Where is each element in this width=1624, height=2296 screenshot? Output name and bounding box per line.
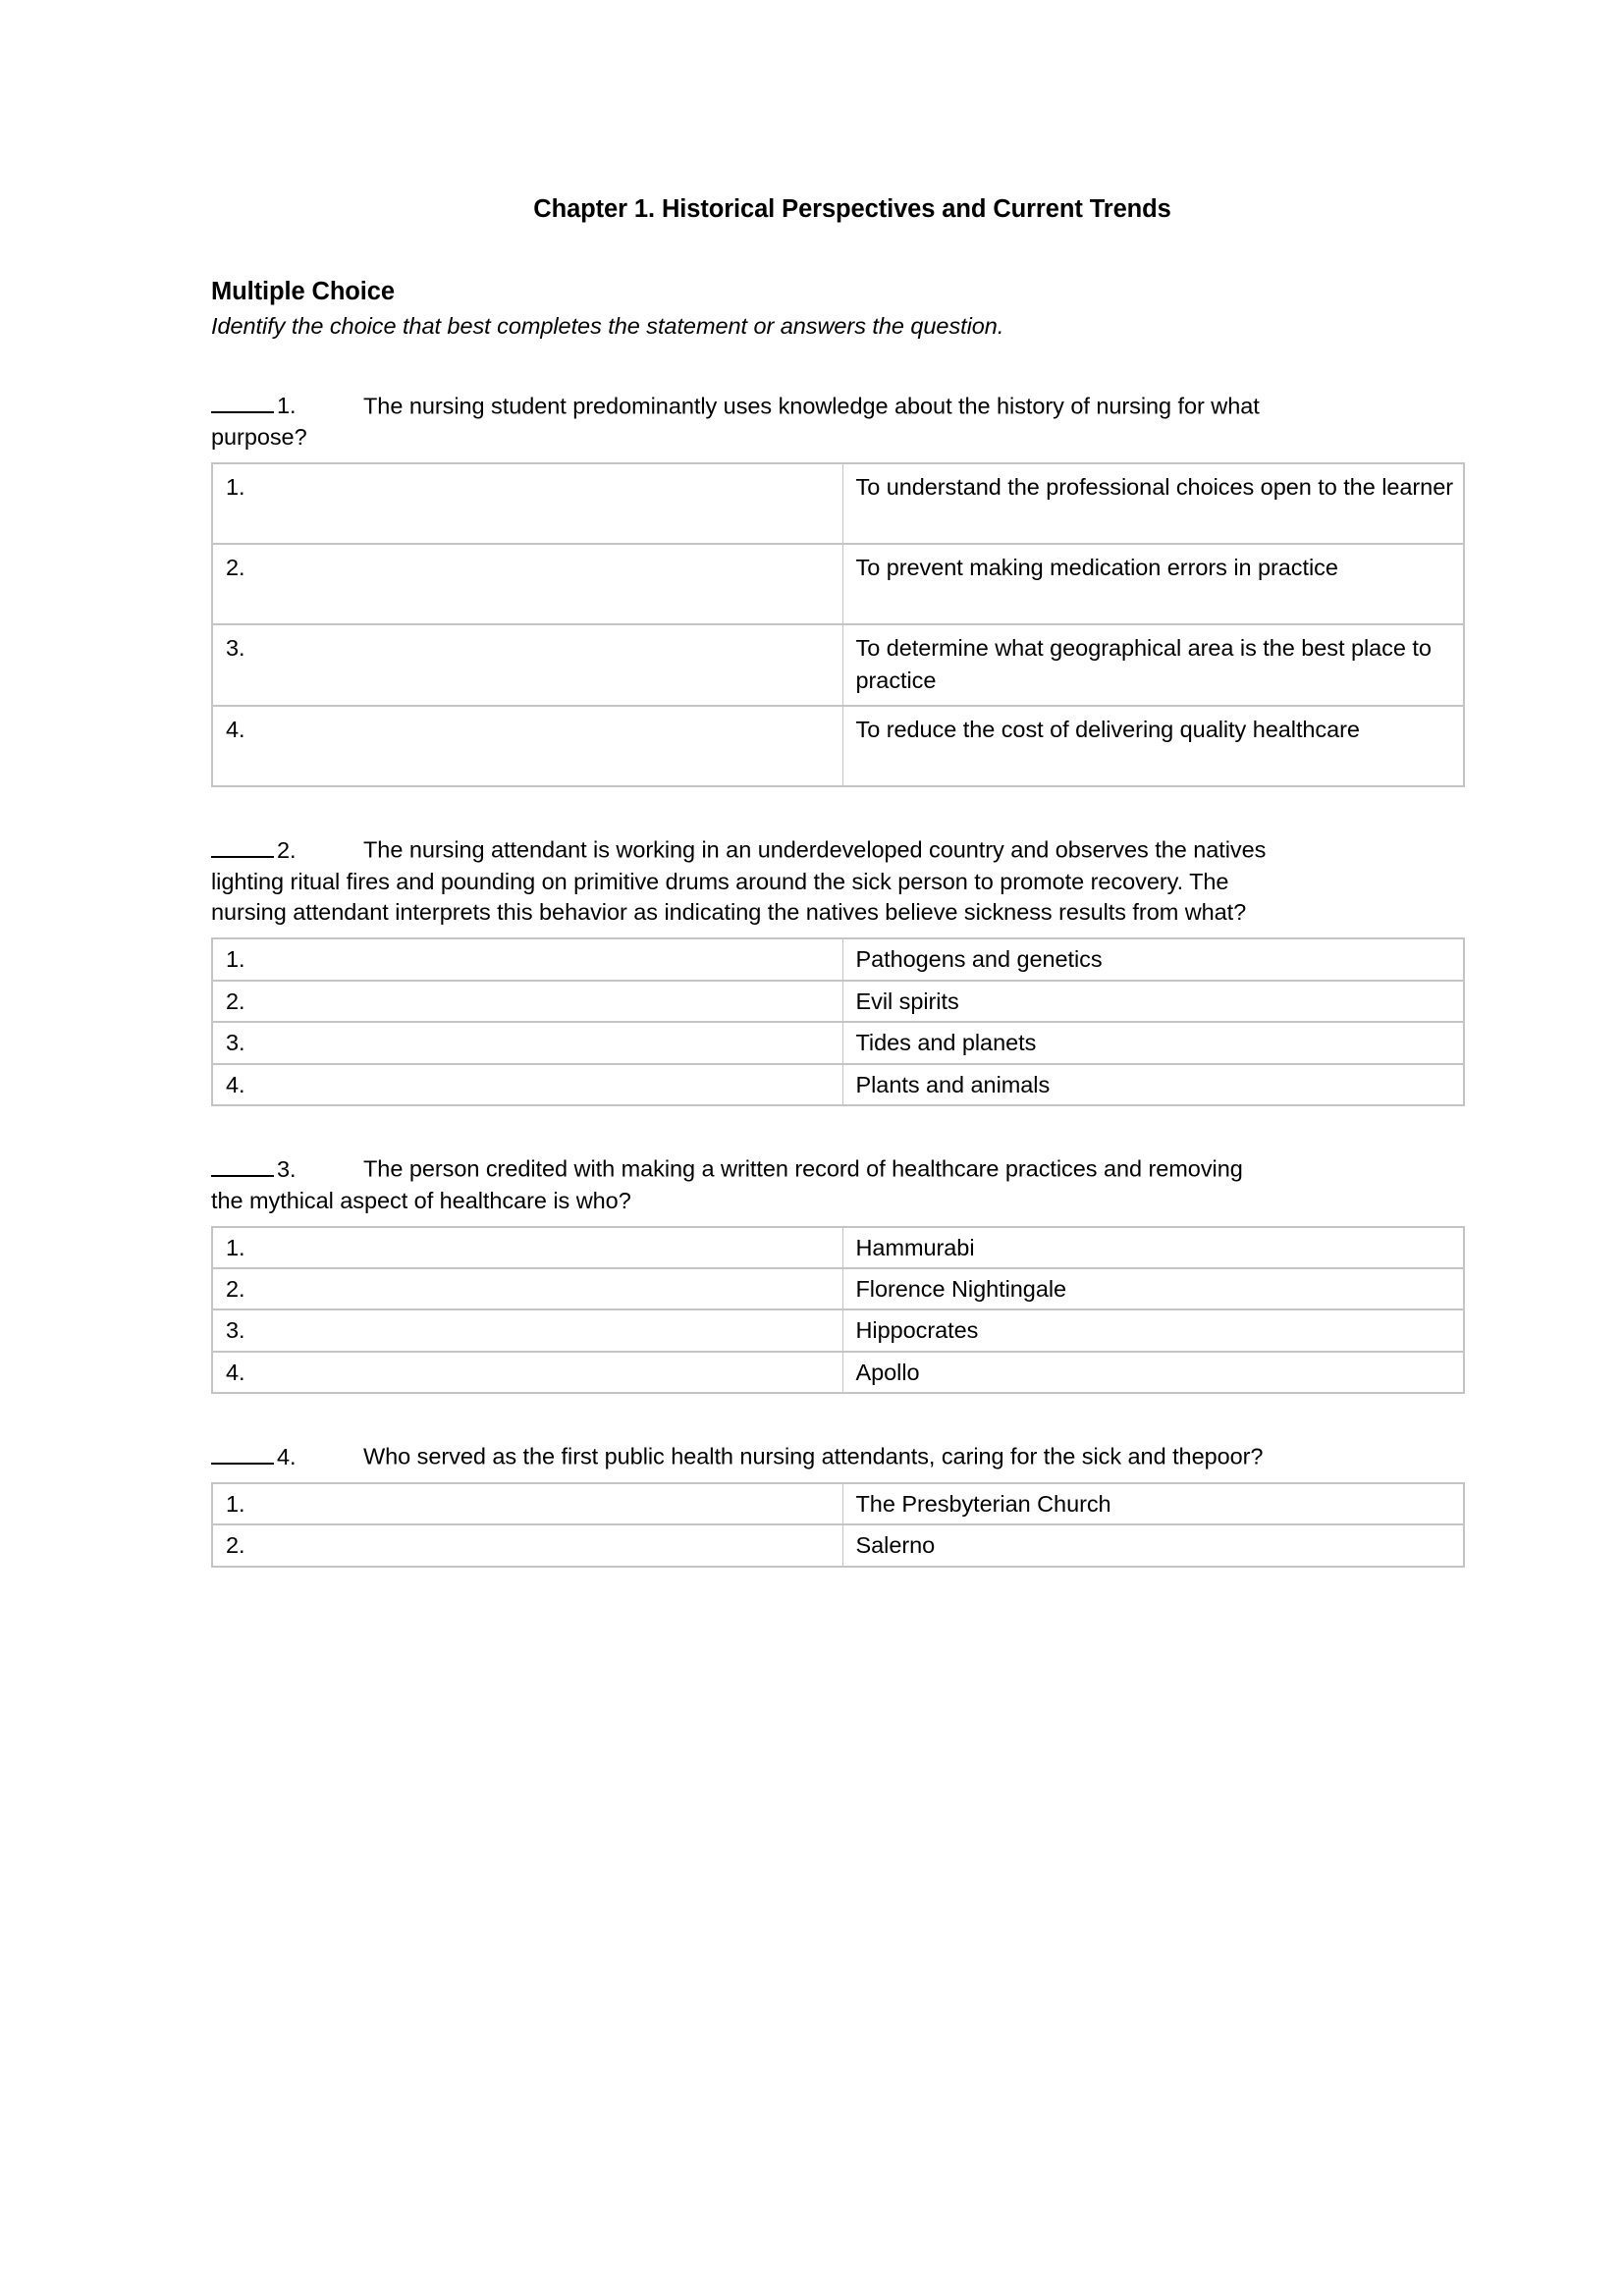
table-row[interactable] [212,981,1464,1022]
questions-list [211,391,1468,1568]
table-row[interactable] [212,1309,1464,1351]
question-text [211,834,1276,929]
table-row[interactable] [212,1483,1464,1524]
question-text [211,1153,1276,1217]
question-block [211,1441,1468,1567]
question-number: 1. [277,393,297,419]
table-row[interactable] [212,624,1464,706]
table-row[interactable] [212,1352,1464,1393]
choice-label[interactable]: 3. [212,1022,842,1063]
table-row[interactable] [212,1268,1464,1309]
table-row[interactable] [212,706,1464,786]
choice-text[interactable]: Apollo [842,1352,1464,1393]
choice-text[interactable]: To understand the professional choices open to the learner [842,463,1464,544]
question-prompt: The nursing attendant is working in an underdeveloped country and observes the natives lighting ritual fires and pounding on primitive drums around the sick person to promote recovery. The nursing attendant interprets this behavior as indicating the natives believe sickness results from what? [211,836,1267,926]
choice-label[interactable]: 2. [212,544,842,624]
choice-label[interactable]: 1. [212,463,842,544]
choice-text[interactable]: The Presbyterian Church [842,1483,1464,1524]
question-number: 4. [277,1443,297,1469]
section-heading-multiple-choice: Multiple Choice [211,278,395,306]
question-prompt: Who served as the first public health nursing attendants, caring for the sick and thepoor? [363,1443,1264,1469]
question-text [211,391,1276,454]
answer-blank-field[interactable] [211,834,274,858]
answer-blank-field[interactable] [211,1441,274,1465]
table-row[interactable] [212,1064,1464,1105]
choice-label[interactable]: 1. [212,1483,842,1524]
choice-text[interactable]: Tides and planets [842,1022,1464,1063]
choice-text[interactable]: Hammurabi [842,1227,1464,1268]
choices-table [211,937,1465,1106]
question-prompt: The nursing student predominantly uses knowledge about the history of nursing for what purpose? [211,393,1260,451]
page-title: Chapter 1. Historical Perspectives and Current Trends [533,195,1171,223]
choice-text[interactable]: To reduce the cost of delivering quality healthcare [842,706,1464,786]
choices-table [211,1482,1465,1568]
question-text [211,1441,1276,1473]
choice-text[interactable]: Florence Nightingale [842,1268,1464,1309]
choice-text[interactable]: To prevent making medication errors in practice [842,544,1464,624]
choices-table [211,462,1465,787]
answer-blank-field[interactable] [211,1153,274,1177]
choice-label[interactable]: 2. [212,1524,842,1566]
choice-text[interactable]: To determine what geographical area is the best place to practice [842,624,1464,706]
question-block [211,1153,1468,1394]
choice-label[interactable]: 3. [212,1309,842,1351]
question-block [211,391,1468,787]
choice-text[interactable]: Plants and animals [842,1064,1464,1105]
choice-label[interactable]: 4. [212,706,842,786]
choice-text[interactable]: Hippocrates [842,1309,1464,1351]
table-row[interactable] [212,544,1464,624]
choice-text[interactable]: Salerno [842,1524,1464,1566]
document-content [211,192,1468,1568]
table-row[interactable] [212,463,1464,544]
question-block [211,834,1468,1106]
choice-label[interactable]: 2. [212,1268,842,1309]
choice-label[interactable]: 2. [212,981,842,1022]
section-instructions: Identify the choice that best completes the statement or answers the question. [211,312,1004,339]
table-row[interactable] [212,1524,1464,1566]
choices-table [211,1226,1465,1395]
choice-text[interactable]: Evil spirits [842,981,1464,1022]
question-number: 2. [277,836,297,863]
choice-label[interactable]: 1. [212,938,842,980]
choice-label[interactable]: 4. [212,1352,842,1393]
choice-label[interactable]: 3. [212,624,842,706]
table-row[interactable] [212,938,1464,980]
choice-label[interactable]: 4. [212,1064,842,1105]
choice-text[interactable]: Pathogens and genetics [842,938,1464,980]
table-row[interactable] [212,1227,1464,1268]
choice-label[interactable]: 1. [212,1227,842,1268]
table-row[interactable] [212,1022,1464,1063]
question-prompt: The person credited with making a written record of healthcare practices and removing the mythical aspect of healthcare is who? [211,1155,1243,1213]
answer-blank-field[interactable] [211,391,274,414]
question-number: 3. [277,1155,297,1182]
